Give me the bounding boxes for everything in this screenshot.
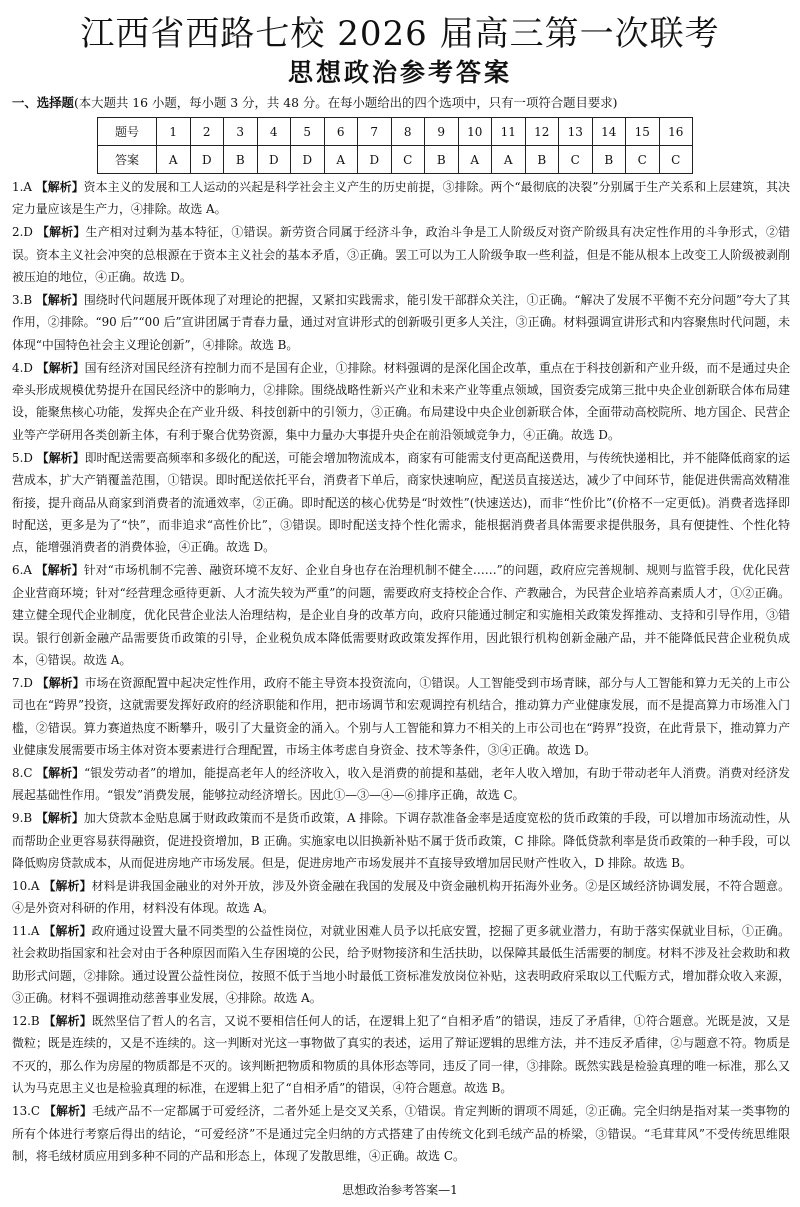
explanation-answer-key: 10.A	[12, 878, 40, 893]
answer-table-answer-cell: A	[492, 146, 526, 174]
answer-table-answer-cell: B	[525, 146, 559, 174]
explanation-answer-key: 11.A	[12, 923, 40, 938]
explanation-text: 国有经济对国民经济有控制力而不是国有企业，①排除。材料强调的是深化国企改革，重点在于科技创新和产业升级，而不是通过央企牵头形成规模优势提升在国民经济中的影响力，②排除。围绕战略性新兴产业和未来产业等重点领域，国资委完成第三批中央企业创新联合体布局建设，能聚焦核心功能，发挥央企在产业升级、科技创新中的引领力，③正确。布局建设中央企业创新联合体，全面带动高校院所、地方国企、民营企业等产学研用各类创新主体，有利于聚合优势资源，集中力量办大事提升央企在前沿领域竞争力，④正确。故选 D。	[12, 360, 790, 442]
answer-table-number-cell: 2	[190, 118, 224, 146]
answer-table-header-answer: 答案	[98, 146, 157, 174]
explanation-answer-key: 4.D	[12, 360, 33, 375]
answer-table-number-cell: 13	[559, 118, 593, 146]
answer-table-row-numbers	[98, 118, 693, 146]
answer-table-number-cell: 6	[324, 118, 358, 146]
explanation-list	[12, 176, 790, 1168]
explanation-text: 市场在资源配置中起决定性作用，政府不能主导资本投资流向，①错误。人工智能受到市场青睐，部分与人工智能和算力无关的上市公司也在“跨界”投资，这就需要发挥好政府的经济职能和作用，把市场调节和宏观调控有机结合，推动算力产业健康发展，而不是提高算力市场准入门槛，②错误。算力赛道热度不断攀升，吸引了大量资金的涌入。个别与人工智能和算力不相关的上市公司也在“跨界”投资，在此背景下，推动算力产业健康发展需要市场主体对资本要素进行合理配置，市场主体考虑自身资金、技术等条件，③④正确。故选 D。	[12, 675, 790, 758]
answer-table-answer-cell: B	[425, 146, 459, 174]
answer-table-answer-cell: D	[190, 146, 224, 174]
page-subtitle: 思想政治参考答案	[287, 58, 512, 87]
answer-table-answer-cell: C	[626, 146, 660, 174]
explanation-answer-key: 3.B	[12, 292, 33, 307]
explanation-item	[12, 1100, 790, 1167]
explanation-tag: 【解析】	[35, 811, 84, 826]
explanation-item	[12, 920, 790, 1010]
explanation-item	[12, 875, 790, 920]
section-title: 一、选择题	[12, 95, 74, 110]
explanation-item	[12, 672, 790, 762]
answer-table-answer-cell: C	[659, 146, 693, 174]
explanation-item	[12, 1010, 790, 1100]
answer-table-number-cell: 9	[425, 118, 459, 146]
explanation-item	[12, 807, 790, 874]
explanation-text: 材料是讲我国金融业的对外开放，涉及外资金融在我国的发展及中资金融机构开拓海外业务。②是区域经济协调发展，不符合题意。④是外资对科研的作用，材料没有体现。故选 A。	[12, 878, 790, 916]
explanation-text: 既然坚信了哲人的名言，又说不要相信任何人的话，在逻辑上犯了“自相矛盾”的错误，违反了矛盾律，①符合题意。光既是波，又是微粒；既是连续的，又是不连续的。这一判断对光这一事物做了真实的表述，运用了辩证逻辑的思维方法，并不违反矛盾律，②与题意不符。物质是不灭的，那么作为房屋的物质都是不灭的。该判断把物质和物质的具体形态等同，违反了同一律，③排除。既然实践是检验真理的唯一标准，那么又认为马克思主义也是检验真理的标准，在逻辑上犯了“自相矛盾”的错误，④符合题意。故选 B。	[12, 1014, 790, 1096]
explanation-text: 即时配送需要高频率和多级化的配送，可能会增加物流成本，商家有可能需支付更高配送费用，与传统快递相比，并不能降低商家的运营成本，扩大产销覆盖范围，①错误。即时配送依托平台，消费者下单后，商家快速响应，配送员直接送达，减少了中间环节，能促进供需高效精准衔接，提升商品从商家到消费者的流通效率，②正确。即时配送的核心优势是“时效性”(快速送达)，而非“性价比”(价格不一定更低)。消费者选择即时配送，更多是为了“快”，而非追求“高性价比”，③错误。即时配送支持个性化需求，能根据消费者具体需要求提供服务，具有便捷性、个性化特点，能增强消费者的消费体验，④正确。故选 D。	[12, 450, 790, 555]
page-title: 江西省西路七校 2026 届高三第一次联考	[80, 14, 720, 54]
answer-table-answer-cell: A	[324, 146, 358, 174]
page-footer: 思想政治参考答案—1	[342, 1183, 458, 1197]
answer-table-number-cell: 16	[659, 118, 693, 146]
answer-table-number-cell: 1	[157, 118, 191, 146]
explanation-tag: 【解析】	[35, 292, 84, 307]
explanation-answer-key: 7.D	[12, 675, 33, 690]
explanation-tag: 【解析】	[35, 563, 84, 578]
answer-table-answer-cell: D	[291, 146, 325, 174]
explanation-text: 围绕时代问题展开既体现了对理论的把握，又紧扣实践需求，能引发干部群众关注，①正确。“解决了发展不平衡不充分问题”夸大了其作用，②排除。“90 后”“00 后”宣讲团属于青春力量，通过对宣讲形式的创新吸引更多人关注，③正确。材料强调宣讲形式和内容聚焦时代问题，未体现“中国特色社会主义理论创新”，④排除。故选 B。	[12, 292, 790, 352]
explanation-answer-key: 5.D	[12, 450, 33, 465]
explanation-answer-key: 12.B	[12, 1014, 40, 1029]
explanation-tag: 【解析】	[36, 360, 85, 375]
answer-table-answer-cell: B	[592, 146, 626, 174]
answer-table-row-answers	[98, 146, 693, 174]
explanation-answer-key: 13.C	[12, 1104, 41, 1119]
explanation-tag: 【解析】	[36, 675, 85, 690]
answer-table-answer-cell: A	[157, 146, 191, 174]
explanation-text: 资本主义的发展和工人运动的兴起是科学社会主义产生的历史前提，③排除。两个“最彻底的决裂”分别属于生产关系和上层建筑，其决定力量应该是生产力，④排除。故选 A。	[12, 180, 790, 217]
explanation-text: 针对“市场机制不完善、融资环境不友好、企业自身也存在治理机制不健全……”的问题，政府应完善规制、规则与监管手段，优化民营企业营商环境；针对“经营理念亟待更新、人才流失较为严重”的问题，需要政府支持校企合作、产教融合，为民营企业培养高素质人才，①②正确。建立健全现代企业制度，优化民营企业法人治理结构，是企业自身的改革方向，政府只能通过制定和实施相关政策发挥推动、支持和引导作用，③错误。银行创新金融产品需要货币政策的引导，企业税负成本降低需要财政政策发挥作用，因此银行机构创新金融产品，并不能降低民营企业税负成本，④错误。故选 A。	[12, 563, 790, 667]
answer-table-number-cell: 12	[525, 118, 559, 146]
explanation-tag: 【解析】	[43, 878, 92, 893]
answer-table-number-cell: 14	[592, 118, 626, 146]
answer-table-answer-cell: C	[391, 146, 425, 174]
explanation-item	[12, 357, 790, 447]
answer-table-answer-cell: D	[358, 146, 392, 174]
explanation-tag: 【解析】	[35, 180, 84, 194]
explanation-tag: 【解析】	[43, 1104, 93, 1119]
answer-table-answer-cell: C	[559, 146, 593, 174]
explanation-item	[12, 447, 790, 559]
explanation-tag: 【解析】	[43, 923, 92, 938]
answer-table	[97, 117, 693, 174]
answer-table-header-number: 题号	[98, 118, 157, 146]
answer-table-answer-cell: D	[257, 146, 291, 174]
explanation-tag: 【解析】	[36, 225, 86, 240]
answer-table-answer-cell: B	[224, 146, 258, 174]
explanation-text: 政府通过设置大量不同类型的公益性岗位，对就业困难人员予以托底安置，挖掘了更多就业潜力，有助于落实保就业目标，①正确。社会救助指国家和社会对由于各种原因而陷入生存困境的公民，给予财物接济和生活扶助，以保障其最低生活需要的制度。材料不涉及社会救助和救助形式问题，②排除。通过设置公益性岗位，按照不低于当地小时最低工资标准发放岗位补贴，这表明政府采取以工代赈方式，增加群众收入来源，③正确。材料不强调推动慈善事业发展，④排除。故选 A。	[12, 923, 790, 1006]
explanation-item	[12, 762, 790, 807]
answer-table-number-cell: 10	[458, 118, 492, 146]
answer-table-number-cell: 11	[492, 118, 526, 146]
explanation-answer-key: 2.D	[12, 225, 33, 240]
explanation-item	[12, 221, 790, 288]
explanation-text: 加大贷款本金贴息属于财政政策而不是货币政策，A 排除。下调存款准备金率是适度宽松的货币政策的手段，可以增加市场流动性，从而帮助企业更容易获得融资，促进投资增加，B 正确。实施家电以旧换新补贴不属于货币政策，C 排除。降低贷款利率是货币政策的一种手段，可以降低购房贷款成本，从而促进房地产市场发展。但是，促进房地产市场发展并不直接导致增加居民财产性收入，D 排除。故选 B。	[12, 811, 790, 870]
answer-table-number-cell: 8	[391, 118, 425, 146]
answer-table-number-cell: 15	[626, 118, 660, 146]
explanation-tag: 【解析】	[36, 450, 85, 465]
explanation-text: “银发劳动者”的增加，能提高老年人的经济收入，收入是消费的前提和基础，老年人收入增加，有助于带动老年人消费。消费对经济发展起基础性作用。“银发”消费发展，能够拉动经济增长。因此①—③—④—⑥排序正确，故选 C。	[12, 765, 790, 803]
explanation-answer-key: 9.B	[12, 811, 33, 826]
explanation-tag: 【解析】	[43, 1014, 92, 1029]
explanation-item	[12, 289, 790, 356]
explanation-answer-key: 1.A	[12, 180, 32, 194]
explanation-answer-key: 6.A	[12, 563, 32, 578]
explanation-text: 毛绒产品不一定都属于可爱经济，二者外延上是交叉关系，①错误。肯定判断的谓项不周延，②正确。完全归纳是指对某一类事物的所有个体进行考察后得出的结论，“可爱经济”不是通过完全归纳的方式搭建了由传统文化到毛绒产品的桥梁，③错误。“毛茸茸风”不受传统思维限制，将毛绒材质应用到多种不同的产品和形态上，体现了发散思维，④正确。故选 C。	[12, 1104, 790, 1164]
section-heading	[12, 95, 618, 111]
answer-table-number-cell: 7	[358, 118, 392, 146]
explanation-tag: 【解析】	[36, 765, 85, 780]
explanation-answer-key: 8.C	[12, 765, 33, 780]
explanation-item	[12, 176, 790, 221]
explanation-text: 生产相对过剩为基本特征，①错误。新劳资合同属于经济斗争，政治斗争是工人阶级反对资产阶级具有决定性作用的斗争形式，②错误。资本主义社会冲突的总根源在于资本主义社会的基本矛盾，③正确。罢工可以为工人阶级争取一些利益，但是不能从根本上改变工人阶级被剥削被压迫的地位，④正确。故选 D。	[12, 225, 790, 285]
answer-table-number-cell: 5	[291, 118, 325, 146]
explanation-item	[12, 559, 790, 671]
answer-table-number-cell: 4	[257, 118, 291, 146]
section-note: (本大题共 16 小题，每小题 3 分，共 48 分。在每小题给出的四个选项中，只有一项符合题目要求)	[73, 95, 618, 110]
answer-table-answer-cell: A	[458, 146, 492, 174]
answer-table-number-cell: 3	[224, 118, 258, 146]
